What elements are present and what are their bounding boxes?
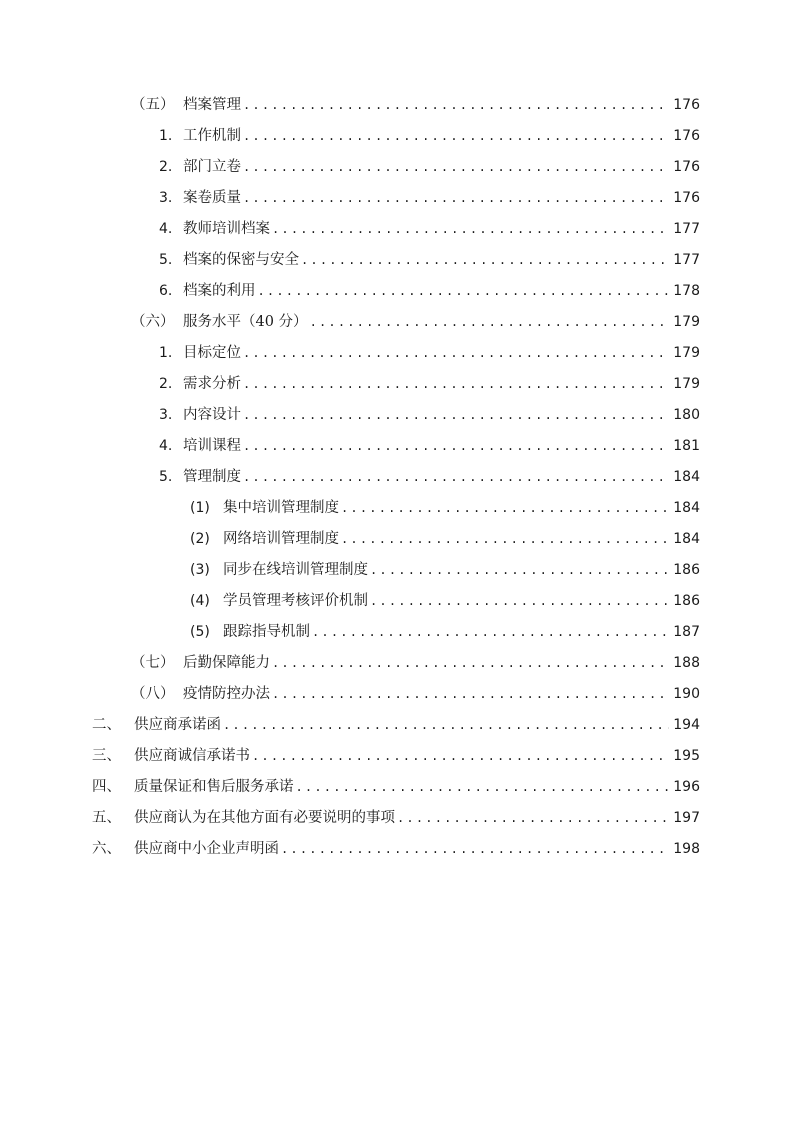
toc-entry[interactable] <box>0 183 793 214</box>
toc-entry[interactable] <box>0 586 793 617</box>
toc-entry-number: （八） <box>131 686 175 702</box>
toc-entry-number: 4. <box>159 438 173 454</box>
toc-entry-title: 需求分析 <box>183 376 241 392</box>
toc-entry-number: 1. <box>159 128 173 144</box>
toc-entry-page-number: 184 <box>673 531 700 547</box>
toc-entry-page-number: 179 <box>673 345 700 361</box>
toc-entry-title: 后勤保障能力 <box>183 655 270 671</box>
toc-entry-title: 供应商诚信承诺书 <box>134 748 250 764</box>
toc-dot-leader <box>243 369 669 400</box>
toc-entry-title: 档案管理 <box>183 97 241 113</box>
toc-entry-number: （七） <box>131 655 175 671</box>
toc-entry-page-number: 186 <box>673 562 700 578</box>
toc-dot-leader <box>258 276 670 307</box>
toc-entry-page-number: 194 <box>673 717 700 733</box>
toc-entry[interactable] <box>0 493 793 524</box>
toc-entry-number: 2. <box>159 376 173 392</box>
toc-entry-page-number: 176 <box>673 159 700 175</box>
toc-entry-title: 档案的利用 <box>183 283 256 299</box>
toc-entry[interactable] <box>0 152 793 183</box>
toc-dot-leader <box>272 648 669 679</box>
toc-entry-page-number: 181 <box>673 438 700 454</box>
toc-entry-page-number: 179 <box>673 314 700 330</box>
toc-entry-page-number: 180 <box>673 407 700 423</box>
toc-dot-leader <box>341 524 669 555</box>
toc-entry[interactable] <box>0 555 793 586</box>
toc-entry-title: 目标定位 <box>183 345 241 361</box>
toc-entry[interactable] <box>0 90 793 121</box>
toc-entry-page-number: 184 <box>673 469 700 485</box>
toc-entry-number: (2) <box>190 531 210 547</box>
toc-entry-page-number: 197 <box>673 810 700 826</box>
toc-entry[interactable] <box>0 431 793 462</box>
toc-entry[interactable] <box>0 276 793 307</box>
toc-entry-page-number: 176 <box>673 128 700 144</box>
toc-entry-page-number: 176 <box>673 97 700 113</box>
toc-entry-number: 3. <box>159 407 173 423</box>
toc-entry[interactable] <box>0 772 793 803</box>
toc-dot-leader <box>312 617 669 648</box>
toc-dot-leader <box>370 555 669 586</box>
toc-entry-number: （六） <box>131 314 175 330</box>
toc-entry-number: 三、 <box>92 748 121 764</box>
toc-dot-leader <box>281 834 669 865</box>
toc-entry-page-number: 186 <box>673 593 700 609</box>
toc-entry-title: 疫情防控办法 <box>183 686 270 702</box>
toc-entry-page-number: 196 <box>673 779 700 795</box>
toc-entry[interactable] <box>0 121 793 152</box>
toc-entry[interactable] <box>0 710 793 741</box>
toc-dot-leader <box>272 214 669 245</box>
toc-entry-title: 跟踪指导机制 <box>223 624 310 640</box>
toc-entry[interactable] <box>0 803 793 834</box>
toc-entry-title: 案卷质量 <box>183 190 241 206</box>
toc-dot-leader <box>243 121 669 152</box>
toc-entry-page-number: 177 <box>673 252 700 268</box>
toc-dot-leader <box>301 245 669 276</box>
toc-entry-page-number: 195 <box>673 748 700 764</box>
table-of-contents <box>0 90 793 865</box>
toc-entry-number: 4. <box>159 221 173 237</box>
toc-entry-number: 二、 <box>92 717 121 733</box>
toc-entry[interactable] <box>0 617 793 648</box>
toc-dot-leader <box>243 400 669 431</box>
toc-entry-number: (4) <box>190 593 210 609</box>
toc-dot-leader <box>243 90 669 121</box>
toc-entry[interactable] <box>0 834 793 865</box>
toc-entry-title: 供应商中小企业声明函 <box>134 841 279 857</box>
toc-entry-number: (5) <box>190 624 210 640</box>
toc-entry-title: 部门立卷 <box>183 159 241 175</box>
toc-dot-leader <box>341 493 669 524</box>
toc-entry-page-number: 177 <box>673 221 700 237</box>
toc-entry-page-number: 184 <box>673 500 700 516</box>
toc-entry[interactable] <box>0 338 793 369</box>
toc-entry-title: 供应商承诺函 <box>134 717 221 733</box>
toc-entry[interactable] <box>0 648 793 679</box>
toc-entry-number: 2. <box>159 159 173 175</box>
toc-entry-title: 教师培训档案 <box>183 221 270 237</box>
toc-dot-leader <box>243 152 669 183</box>
toc-dot-leader <box>243 431 669 462</box>
toc-entry-number: 五、 <box>92 810 121 826</box>
toc-entry[interactable] <box>0 400 793 431</box>
toc-entry-page-number: 178 <box>673 283 700 299</box>
toc-dot-leader <box>243 183 669 214</box>
toc-entry-page-number: 179 <box>673 376 700 392</box>
toc-entry-number: 六、 <box>92 841 121 857</box>
toc-entry[interactable] <box>0 214 793 245</box>
toc-dot-leader <box>310 307 670 338</box>
toc-dot-leader <box>243 462 669 493</box>
toc-entry[interactable] <box>0 369 793 400</box>
toc-entry-title: 网络培训管理制度 <box>223 531 339 547</box>
toc-entry-page-number: 190 <box>673 686 700 702</box>
toc-dot-leader <box>252 741 669 772</box>
toc-entry-number: （五） <box>131 97 175 113</box>
toc-entry[interactable] <box>0 307 793 338</box>
toc-entry-page-number: 187 <box>673 624 700 640</box>
toc-entry-number: 6. <box>159 283 173 299</box>
toc-entry-title: 工作机制 <box>183 128 241 144</box>
toc-entry-number: 5. <box>159 252 173 268</box>
toc-entry-number: 四、 <box>92 779 121 795</box>
toc-entry-title: 服务水平（40 分） <box>183 314 308 330</box>
toc-entry-number: 3. <box>159 190 173 206</box>
toc-entry-title: 档案的保密与安全 <box>183 252 299 268</box>
toc-dot-leader <box>272 679 669 710</box>
toc-entry-title: 集中培训管理制度 <box>223 500 339 516</box>
toc-dot-leader <box>223 710 669 741</box>
toc-entry-number: 5. <box>159 469 173 485</box>
toc-entry-page-number: 198 <box>673 841 700 857</box>
toc-entry-page-number: 188 <box>673 655 700 671</box>
toc-entry-number: (3) <box>190 562 210 578</box>
toc-entry[interactable] <box>0 462 793 493</box>
toc-entry-title: 学员管理考核评价机制 <box>223 593 368 609</box>
toc-dot-leader <box>243 338 669 369</box>
toc-entry-number: 1. <box>159 345 173 361</box>
toc-entry[interactable] <box>0 741 793 772</box>
toc-entry[interactable] <box>0 679 793 710</box>
toc-dot-leader <box>370 586 669 617</box>
toc-dot-leader <box>397 803 669 834</box>
toc-entry-title: 管理制度 <box>183 469 241 485</box>
toc-entry-page-number: 176 <box>673 190 700 206</box>
toc-dot-leader <box>296 772 670 803</box>
toc-entry-title: 培训课程 <box>183 438 241 454</box>
toc-entry-title: 质量保证和售后服务承诺 <box>134 779 294 795</box>
toc-entry-number: (1) <box>190 500 210 516</box>
toc-entry-title: 内容设计 <box>183 407 241 423</box>
toc-entry[interactable] <box>0 524 793 555</box>
toc-entry-title: 同步在线培训管理制度 <box>223 562 368 578</box>
toc-entry[interactable] <box>0 245 793 276</box>
toc-entry-title: 供应商认为在其他方面有必要说明的事项 <box>134 810 395 826</box>
